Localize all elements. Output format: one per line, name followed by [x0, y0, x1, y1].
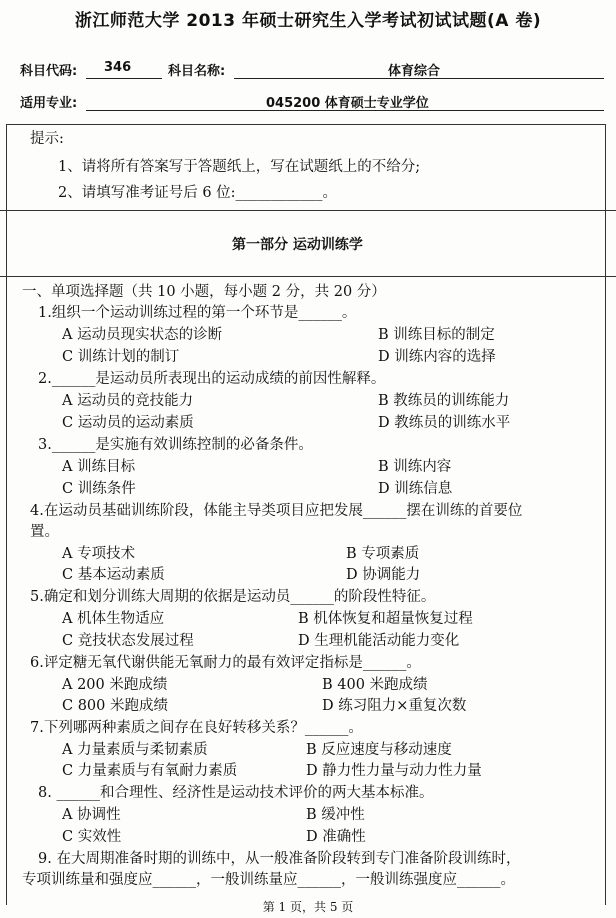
option: D 教练员的训练水平	[378, 415, 511, 431]
option: C 力量素质与有氧耐力素质	[62, 763, 238, 779]
question-stem: 2.______是运动员所表现出的运动成绩的前因性解释。	[38, 371, 386, 387]
option: A 200 米跑成绩	[62, 677, 168, 693]
option: B 缓冲性	[306, 807, 365, 823]
part-title: 第一部分 运动训练学	[232, 237, 363, 253]
subject-code-label: 科目代码:	[20, 64, 78, 79]
option: D 静力性力量与动力性力量	[306, 763, 482, 779]
subject-name-value: 体育综合	[388, 64, 441, 79]
option: C 800 米跑成绩	[62, 698, 168, 714]
option: B 专项素质	[346, 546, 420, 562]
option: A 力量素质与柔韧素质	[62, 742, 208, 758]
question-stem-continued: 专项训练量和强度应______，一般训练量应______，一般训练强度应______。	[22, 872, 515, 888]
page-number: 第 1 页，共 5 页	[262, 900, 354, 914]
option: A 机体生物适应	[62, 611, 165, 627]
question-stem: 4.在运动员基础训练阶段，体能主导类项目应把发展______摆在训练的首要位	[30, 503, 523, 519]
option: B 反应速度与移动速度	[306, 742, 452, 758]
option: A 专项技术	[62, 546, 136, 562]
question-stem: 3.______是实施有效训练控制的必备条件。	[38, 437, 313, 453]
subject-code-value: 346	[104, 60, 132, 75]
option: D 训练内容的选择	[378, 349, 496, 365]
option: C 训练条件	[62, 481, 136, 497]
option: D 准确性	[306, 829, 366, 845]
divider	[0, 276, 616, 277]
option: B 训练内容	[378, 459, 452, 475]
option: C 运动员的运动素质	[62, 415, 194, 431]
question-stem: 5.确定和划分训练大周期的依据是运动员______的阶段性特征。	[30, 589, 436, 605]
option: A 协调性	[62, 807, 121, 823]
notice-item: 2、请填写准考证号后 6 位:____________。	[58, 185, 338, 201]
option: D 协调能力	[346, 567, 421, 583]
option: D 练习阻力×重复次数	[322, 698, 467, 714]
notice-item: 1、请将所有答案写于答题纸上，写在试题纸上的不给分;	[58, 159, 421, 175]
question-stem: 8. ______和合理性、经济性是运动技术评价的两大基本标准。	[38, 785, 434, 801]
option: B 机体恢复和超量恢复过程	[298, 611, 473, 627]
option: A 运动员的竞技能力	[62, 393, 194, 409]
exam-title: 浙江师范大学 2013 年硕士研究生入学考试初试试题(A 卷)	[74, 11, 542, 31]
question-stem: 7.下列哪两种素质之间存在良好转移关系？______。	[30, 720, 363, 736]
option: A 训练目标	[62, 459, 136, 475]
divider	[0, 210, 616, 211]
option: C 训练计划的制订	[62, 349, 180, 365]
option: D 训练信息	[378, 481, 453, 497]
major-label: 适用专业:	[20, 96, 78, 111]
subject-name-label: 科目名称:	[168, 64, 226, 79]
subject-code-underline	[86, 78, 162, 79]
question-stem: 1.组织一个运动训练过程的第一个环节是______。	[38, 305, 357, 321]
notice-heading: 提示:	[30, 131, 64, 147]
major-value: 045200 体育硕士专业学位	[266, 96, 429, 111]
option: C 基本运动素质	[62, 567, 165, 583]
question-stem: 6.评定糖无氧代谢供能无氧耐力的最有效评定指标是______。	[30, 655, 421, 671]
question-stem: 9. 在大周期准备时期的训练中，从一般准备阶段转到专门准备阶段训练时，	[38, 851, 521, 867]
option: C 竞技状态发展过程	[62, 633, 194, 649]
option: B 400 米跑成绩	[322, 677, 428, 693]
option: C 实效性	[62, 829, 122, 845]
option: D 生理机能活动能力变化	[298, 633, 460, 649]
option: B 教练员的训练能力	[378, 393, 510, 409]
question-stem-continued: 置。	[30, 524, 59, 540]
option: B 训练目标的制定	[378, 327, 495, 343]
section-heading: 一、单项选择题（共 10 小题，每小题 2 分，共 20 分）	[22, 284, 386, 300]
option: A 运动员现实状态的诊断	[62, 327, 223, 343]
